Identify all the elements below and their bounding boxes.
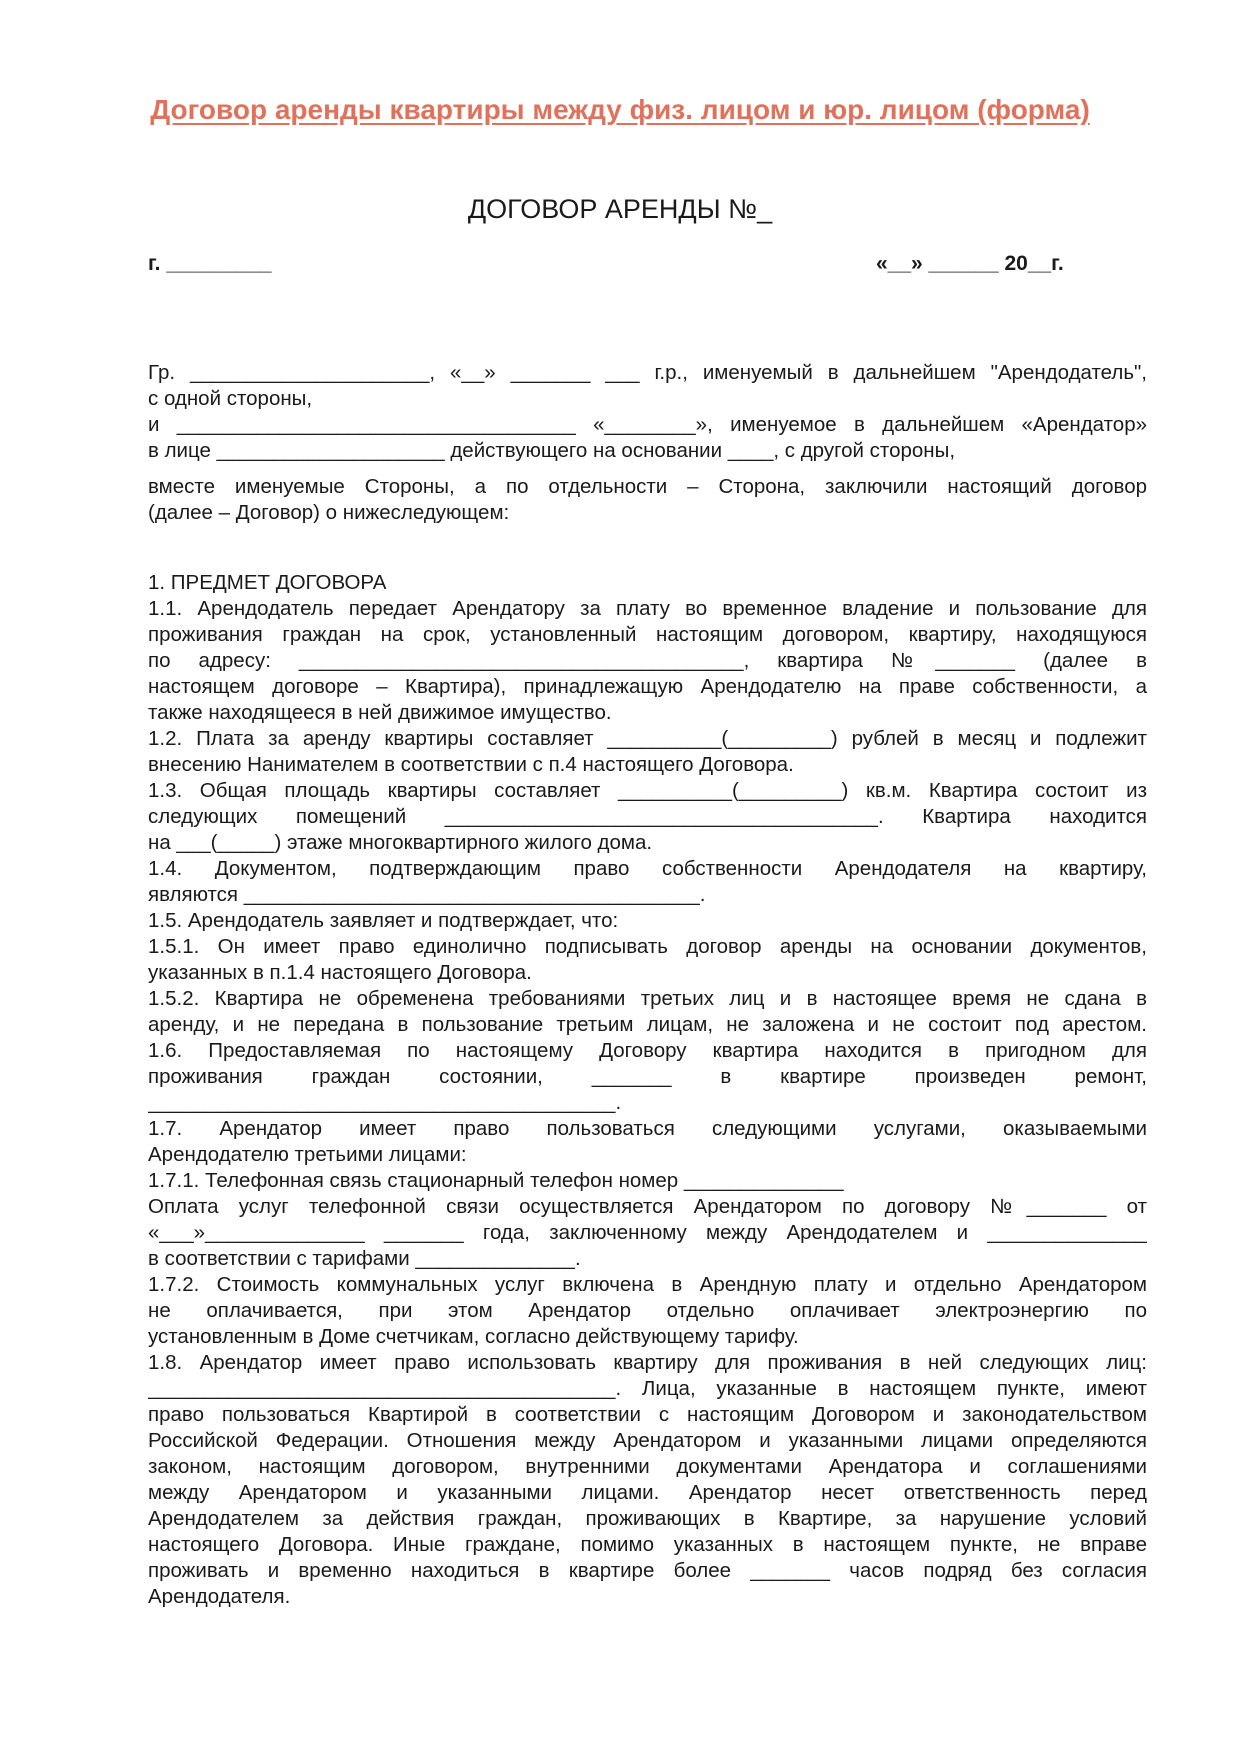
clause-line: между Арендатором и указанными лицами. Арендатор несет ответственность перед bbox=[148, 1481, 1147, 1504]
clause-line: 1.5.2. Квартира не обременена требованиями третьих лиц и в настоящее время не сдана в bbox=[148, 987, 1147, 1010]
clause-line: Арендодателю третьими лицами: bbox=[148, 1143, 467, 1166]
clause-line: настоящего Договора. Иные граждане, помимо указанных в настоящем пункте, не вправе bbox=[148, 1533, 1147, 1556]
clause-line: 1.7.2. Стоимость коммунальных услуг включена в Арендную плату и отдельно Арендатором bbox=[148, 1273, 1147, 1296]
preamble-line: вместе именуемые Стороны, а по отдельности – Сторона, заключили настоящий договор bbox=[148, 475, 1147, 498]
clause-line: 1.8. Арендатор имеет право использовать квартиру для проживания в ней следующих лиц: bbox=[148, 1351, 1147, 1374]
preamble-line: Гр. _____________________, «__» _______ ___ г.р., именуемый в дальнейшем "Арендодатель", bbox=[148, 361, 1147, 384]
clause-line: на ___(_____) этаже многоквартирного жилого дома. bbox=[148, 831, 653, 854]
clause-line: в соответствии с тарифами ______________. bbox=[148, 1247, 581, 1270]
clause-line: проживать и временно находиться в квартире более _______ часов подряд без согласия bbox=[148, 1559, 1147, 1582]
clause-line: 1.4. Документом, подтверждающим право собственности Арендодателя на квартиру, bbox=[148, 857, 1147, 880]
clause-line: проживания граждан на срок, установленный настоящим договором, квартиру, находящуюся bbox=[148, 623, 1147, 646]
clause-line: 1.5.1. Он имеет право единолично подписывать договор аренды на основании документов, bbox=[148, 935, 1147, 958]
city-field: г. _________ bbox=[148, 252, 272, 275]
clause-line: Оплата услуг телефонной связи осуществляется Арендатором по договору №_______ от bbox=[148, 1195, 1147, 1218]
section-heading: 1. ПРЕДМЕТ ДОГОВОРА bbox=[148, 571, 387, 594]
clause-line: «___»______________ _______ года, заключенному между Арендодателем и ______________ bbox=[148, 1221, 1147, 1244]
date-field: «__» ______ 20__г. bbox=[876, 252, 1064, 275]
clause-line: законом, настоящим договором, внутренними документами Арендатора и соглашениями bbox=[148, 1455, 1147, 1478]
clause-line: Российской Федерации. Отношения между Арендатором и указанными лицами определяются bbox=[148, 1429, 1147, 1452]
preamble-line: (далее – Договор) о нижеследующем: bbox=[148, 501, 510, 524]
clause-line: являются ________________________________________. bbox=[148, 883, 706, 906]
clause-line: также находящееся в ней движимое имущество. bbox=[148, 701, 612, 724]
preamble-line: с одной стороны, bbox=[148, 387, 313, 410]
clause-line: 1.3. Общая площадь квартиры составляет __________(_________) кв.м. Квартира состоит из bbox=[148, 779, 1147, 802]
form-title-link[interactable]: Договор аренды квартиры между физ. лицом и юр. лицом (форма) bbox=[150, 94, 1090, 125]
clause-line: _________________________________________. bbox=[148, 1091, 622, 1114]
preamble-line: и ___________________________________ «________», именуемое в дальнейшем «Арендатор» bbox=[148, 413, 1147, 436]
clause-line: следующих помещений ______________________________________. Квартира находится bbox=[148, 805, 1147, 828]
clause-line: по адресу: _______________________________________, квартира №_______ (далее в bbox=[148, 649, 1147, 672]
clause-line: 1.5. Арендодатель заявляет и подтверждает, что: bbox=[148, 909, 619, 932]
clause-line: не оплачивается, при этом Арендатор отдельно оплачивает электроэнергию по bbox=[148, 1299, 1147, 1322]
clause-line: 1.2. Плата за аренду квартиры составляет __________(_________) рублей в месяц и подлежит bbox=[148, 727, 1147, 750]
contract-title: ДОГОВОР АРЕНДЫ №_ bbox=[467, 194, 773, 224]
clause-line: настоящем договоре – Квартира), принадлежащую Арендодателю на праве собственности, а bbox=[148, 675, 1147, 698]
clause-line: указанных в п.1.4 настоящего Договора. bbox=[148, 961, 532, 984]
preamble-line: в лице ____________________ действующего на основании ____, с другой стороны, bbox=[148, 439, 956, 462]
clause-line: Арендодателя. bbox=[148, 1585, 291, 1608]
clause-line: 1.6. Предоставляемая по настоящему Договору квартира находится в пригодном для bbox=[148, 1039, 1147, 1062]
clause-line: внесению Нанимателем в соответствии с п.4 настоящего Договора. bbox=[148, 753, 794, 776]
clause-line: установленным в Доме счетчикам, согласно действующему тарифу. bbox=[148, 1325, 799, 1348]
clause-line: _________________________________________. Лица, указанные в настоящем пункте, имеют bbox=[148, 1377, 1147, 1400]
clause-line: проживания граждан состоянии, _______ в квартире произведен ремонт, bbox=[148, 1065, 1147, 1088]
clause-line: Арендодателем за действия граждан, проживающих в Квартире, за нарушение условий bbox=[148, 1507, 1147, 1530]
clause-line: 1.7.1. Телефонная связь стационарный телефон номер ______________ bbox=[148, 1169, 844, 1192]
clause-line: 1.1. Арендодатель передает Арендатору за плату во временное владение и пользование для bbox=[148, 597, 1147, 620]
contract-body bbox=[148, 360, 1147, 1610]
clause-line: право пользоваться Квартирой в соответствии с настоящим Договором и законодательством bbox=[148, 1403, 1147, 1426]
clause-line: аренду, и не передана в пользование третьим лицам, не заложена и не состоит под арестом. bbox=[148, 1013, 1147, 1036]
clause-line: 1.7. Арендатор имеет право пользоваться следующими услугами, оказываемыми bbox=[148, 1117, 1147, 1140]
